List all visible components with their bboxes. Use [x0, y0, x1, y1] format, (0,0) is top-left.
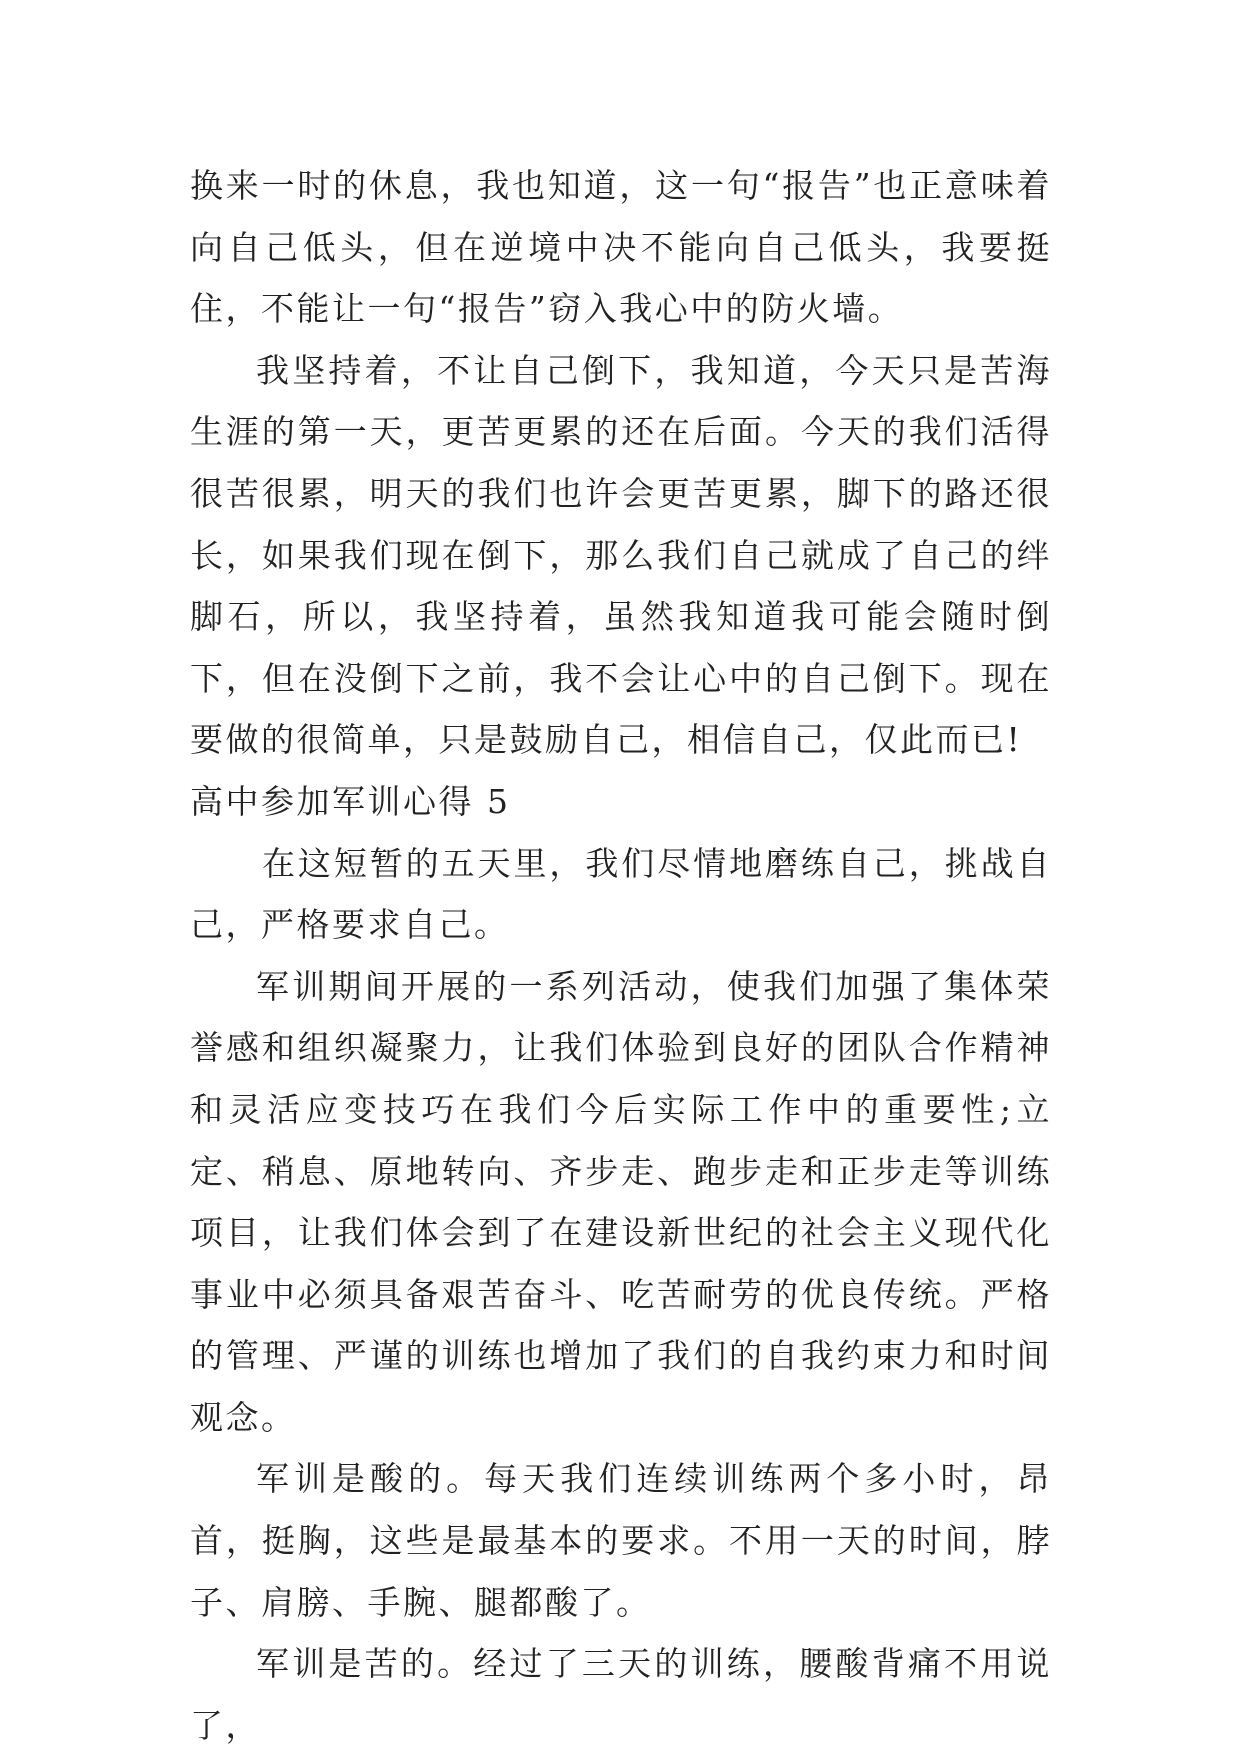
paragraph-5: 军训是酸的。每天我们连续训练两个多小时，昂首，挺胸，这些是最基本的要求。不用一天的时间，脖子、肩膀、手腕、腿都酸了。 — [190, 1459, 1052, 1622]
section-heading: 高中参加军训心得 5 — [190, 781, 511, 821]
paragraph-3: 在这短暂的五天里，我们尽情地磨练自己，挑战自己，严格要求自己。 — [190, 843, 1052, 945]
paragraph-2: 我坚持着，不让自己倒下，我知道，今天只是苦海生涯的第一天，更苦更累的还在后面。今天的我们活得很苦很累，明天的我们也许会更苦更累，脚下的路还很长，如果我们现在倒下，那么我们自己就成了自己的绊脚石，所以，我坚持着，虽然我知道我可能会随时倒下，但在没倒下之前，我不会让心中的自己倒下。现在要做的很简单，只是鼓励自己，相信自己，仅此而已! — [190, 350, 1052, 760]
paragraph-6: 军训是苦的。经过了三天的训练，腰酸背痛不用说了， — [190, 1644, 1052, 1745]
document-body — [190, 155, 1052, 1756]
paragraph-4: 军训期间开展的一系列活动，使我们加强了集体荣誉感和组织凝聚力，让我们体验到良好的团队合作精神和灵活应变技巧在我们今后实际工作中的重要性;立定、稍息、原地转向、齐步走、跑步走和正步走等训练项目，让我们体会到了在建设新世纪的社会主义现代化事业中必须具备艰苦奋斗、吃苦耐劳的优良传统。严格的管理、严谨的训练也增加了我们的自我约束力和时间观念。 — [190, 966, 1052, 1437]
paragraph-1: 换来一时的休息，我也知道，这一句“报告”也正意味着向自己低头，但在逆境中决不能向自己低头，我要挺住，不能让一句“报告”窃入我心中的防火墙。 — [190, 166, 1052, 329]
